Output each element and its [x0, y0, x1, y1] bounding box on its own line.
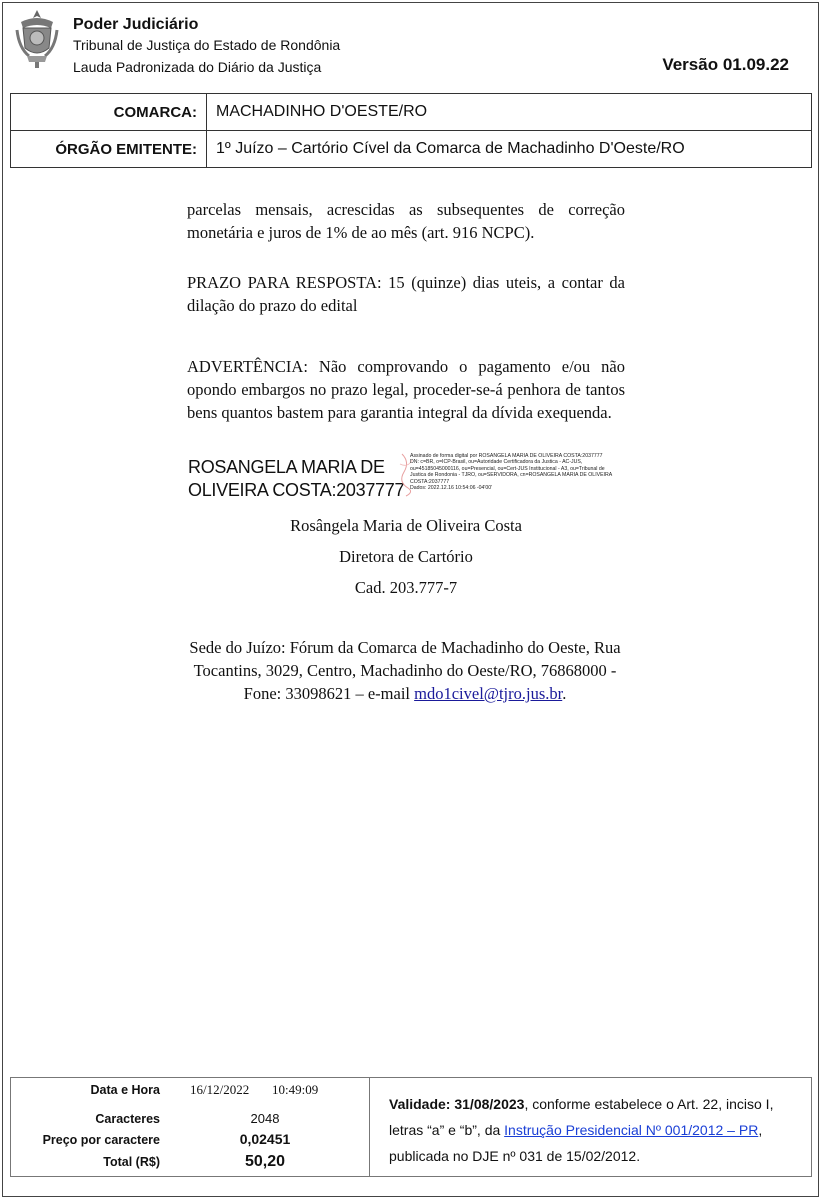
tribunal-name: Tribunal de Justiça do Estado de Rondônia — [73, 37, 341, 53]
validade-text1: , conforme estabelece o Art. 22, inciso I, letras “a” e “b”, da — [389, 1096, 774, 1138]
paragraph-parcelas: parcelas mensais, acrescidas as subsequentes de correção monetária e juros de 1% de ao mês (art. 916 NCPC). — [187, 200, 625, 242]
sede-text: Sede do Juízo: Fórum da Comarca de Machadinho do Oeste, Rua Tocantins, 3029, Centro, Machadinho do Oeste/RO, 76868000 - Fone: 33098621 – e-mail — [189, 638, 621, 703]
total-value: 50,20 — [244, 1153, 286, 1170]
sede-end: . — [562, 684, 567, 703]
hora-value: 10:49:09 — [272, 1082, 319, 1097]
comarca-label: COMARCA: — [11, 94, 207, 131]
signer-cad: Cad. 203.777-7 — [354, 578, 458, 597]
cert-line: Dados: 2022.12.16 10:54:06 -04'00' — [410, 485, 493, 492]
cert-line: COSTA:2037777 — [410, 478, 450, 485]
institution-name: Poder Judiciário — [73, 16, 199, 33]
cert-line: DN: c=BR, o=ICP-Brasil, ou=Autoridade Certificadora da Justica - AC-JUS, — [410, 459, 583, 466]
signature-name — [188, 456, 404, 502]
footer-divider — [369, 1078, 370, 1176]
paragraph-prazo: PRAZO PARA RESPOSTA: 15 (quinze) dias uteis, a contar da dilação do prazo do edital — [187, 273, 625, 315]
orgao-value: 1º Juízo – Cartório Cível da Comarca de Machadinho D'Oeste/RO — [207, 131, 812, 168]
orgao-row — [11, 131, 812, 168]
signer-name: Rosângela Maria de Oliveira Costa — [290, 516, 522, 535]
signature-certificate — [410, 453, 628, 491]
caracteres-label: Caracteres — [95, 1112, 160, 1126]
validade-text2: , publicada no DJE nº 031 de 15/02/2012. — [389, 1122, 763, 1164]
instrucao-link[interactable]: Instrução Presidencial Nº 001/2012 – PR — [504, 1122, 759, 1138]
court-emblem-icon — [15, 8, 59, 70]
lauda-title: Lauda Padronizada do Diário da Justiça — [73, 59, 322, 75]
cert-line: ou=45185045000116, ou=Presencial, ou=Cert-JUS Institucional - A3, ou=Tribunal de — [410, 465, 605, 472]
validade-text — [389, 1091, 797, 1169]
email-link[interactable]: mdo1civel@tjro.jus.br — [414, 684, 563, 703]
page-border — [2, 2, 819, 1197]
comarca-value: MACHADINHO D'OESTE/RO — [207, 94, 812, 131]
sede-block — [185, 636, 625, 705]
cert-line: Justica de Rondonia - TJRO, ou=SERVIDORA, cn=ROSANGELA MARIA DE OLIVEIRA — [410, 472, 613, 479]
meta-table — [10, 93, 812, 168]
comarca-row — [11, 94, 812, 131]
paragraph-advertencia: ADVERTÊNCIA: Não comprovando o pagamento e/ou não opondo embargos no prazo legal, proceder-se-á penhora de tantos bens quantos bastem para garantia integral da dívida exequenda. — [187, 357, 625, 422]
signature-name-line2: OLIVEIRA COSTA:2037777 — [188, 480, 405, 500]
caracteres-value: 2048 — [250, 1111, 280, 1126]
data-value: 16/12/2022 — [190, 1082, 250, 1097]
total-label: Total (R$) — [103, 1155, 160, 1169]
signer-role: Diretora de Cartório — [339, 547, 473, 566]
validade-label: Validade: 31/08/2023 — [389, 1096, 525, 1112]
preco-label: Preço por caractere — [42, 1133, 160, 1147]
version-label: Versão 01.09.22 — [662, 55, 789, 74]
data-hora-label: Data e Hora — [90, 1083, 160, 1097]
orgao-label: ÓRGÃO EMITENTE: — [11, 131, 207, 168]
preco-value: 0,02451 — [239, 1131, 291, 1147]
cert-line: Assinado de forma digital por ROSANGELA MARIA DE OLIVEIRA COSTA:2037777 — [410, 453, 603, 459]
signature-name-line1: ROSANGELA MARIA DE — [188, 457, 385, 477]
